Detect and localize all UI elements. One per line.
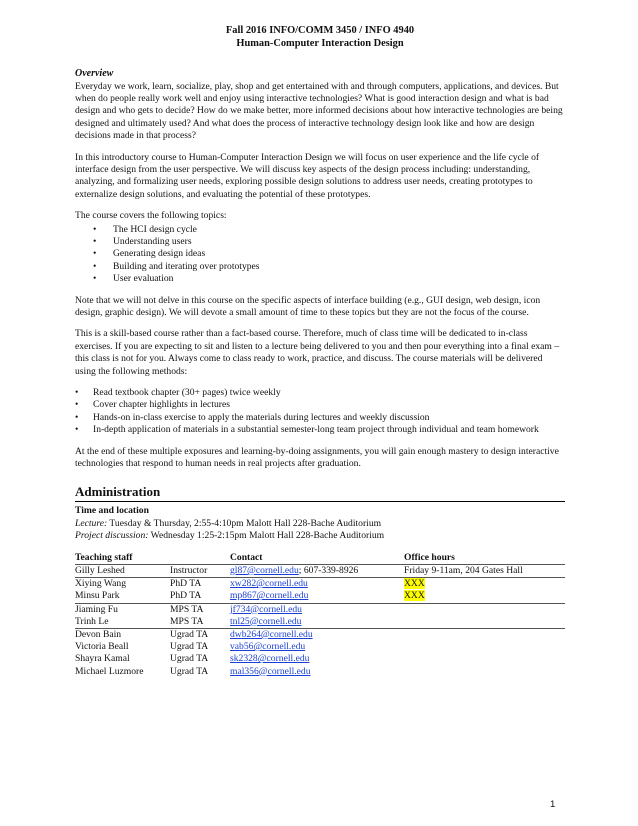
staff-name: Victoria Beall (75, 641, 129, 653)
staff-role: PhD TA (170, 590, 230, 603)
staff-hours (404, 653, 565, 665)
email-link[interactable]: jf734@cornell.edu (230, 603, 302, 615)
course-name-title: Human-Computer Interaction Design (236, 38, 404, 49)
document-page (75, 24, 565, 678)
email-link[interactable]: sk2328@cornell.edu (230, 653, 310, 665)
header-office-hours: Office hours (404, 552, 565, 565)
staff-name: Jiaming Fu (75, 603, 118, 615)
overview-paragraph-1: Everyday we work, learn, socialize, play, shop and get entertained with and through computers, applications, and devices. But when do people really work well and enjoy using interactive technologies? What is good interaction design and what is bad design and who gets to decide? How do we make better, more informed decisions about how interactive technologies are being designed and ultimately used? And what does the process of interactive technology design look like and how are design decisions made in that process? (75, 80, 563, 142)
table-row (75, 628, 565, 641)
staff-role: Ugrad TA (170, 641, 209, 653)
list-item: • In-depth application of materials in a substantial semester-long team project through individual and team homework (75, 424, 565, 436)
staff-contact (230, 666, 404, 678)
staff-hours (404, 590, 565, 603)
email-link[interactable]: xw282@cornell.edu (230, 578, 308, 590)
staff-role: MPS TA (170, 616, 230, 629)
staff-contact (230, 564, 404, 577)
staff-contact (230, 628, 404, 641)
staff-hours (404, 641, 565, 653)
staff-contact (230, 578, 404, 591)
staff-role: PhD TA (170, 578, 202, 590)
page-number: 1 (550, 799, 556, 810)
staff-contact (230, 590, 404, 603)
staff-name: Michael Luzmore (75, 665, 144, 677)
staff-name: Minsu Park (75, 590, 170, 603)
list-item: • Understanding users (75, 236, 565, 248)
document-header (75, 24, 565, 50)
teaching-staff-table (75, 552, 565, 678)
list-item: • Generating design ideas (75, 248, 565, 260)
table-row (75, 564, 565, 577)
table-row (75, 653, 565, 665)
header-teaching-staff: Teaching staff (75, 552, 170, 565)
staff-role: Instructor (170, 564, 230, 577)
table-row (75, 616, 565, 629)
email-link[interactable]: vab56@cornell.edu (230, 641, 306, 653)
administration-heading: Administration (75, 484, 565, 502)
staff-hours: Friday 9-11am, 204 Gates Hall (404, 564, 565, 577)
table-row (75, 578, 565, 591)
table-header-row (75, 552, 565, 565)
staff-name: Trinh Le (75, 616, 170, 629)
overview-heading: Overview (75, 68, 114, 79)
list-item: • The HCI design cycle (75, 224, 565, 236)
staff-phone: ; 607-339-8926 (298, 564, 359, 576)
time-location-heading: Time and location (75, 505, 149, 517)
staff-hours (404, 666, 565, 678)
list-item: • Hands-on in-class exercise to apply the materials during lectures and weekly discussion (75, 412, 565, 424)
staff-contact (230, 653, 404, 665)
staff-contact (230, 641, 404, 653)
course-code-title: Fall 2016 INFO/COMM 3450 / INFO 4940 (225, 25, 415, 36)
staff-hours (404, 616, 565, 629)
staff-name: Devon Bain (75, 628, 122, 640)
staff-name: Shayra Kamal (75, 653, 130, 665)
staff-role: Ugrad TA (170, 628, 209, 640)
topics-intro: The course covers the following topics: (75, 210, 227, 222)
overview-paragraph-2: In this introductory course to Human-Computer Interaction Design we will focus on user experience and the life cycle of interface design from the user perspective. We will discuss key aspects of the design process including: understanding, analyzing, and formalizing user needs, exploring possible design solutions to address user needs, creating prototypes to externalize design solutions, and evaluating the potential of these prototypes. (75, 151, 540, 200)
lecture-line (75, 518, 565, 530)
topics-list (75, 224, 565, 286)
staff-role: Ugrad TA (170, 653, 209, 665)
list-item: • Read textbook chapter (30+ pages) twice weekly (75, 387, 565, 399)
overview-paragraph-5: At the end of these multiple exposures and learning-by-doing assignments, you will gain enough mastery to design interactive technologies that respond to human needs in real projects after graduation. (75, 445, 559, 470)
email-link[interactable]: gl87@cornell.edu (230, 564, 299, 576)
discussion-text: Wednesday 1:25-2:15pm Malott Hall 228-Bache Auditorium (148, 530, 385, 542)
hours-placeholder: XXX (404, 578, 425, 590)
overview-paragraph-3: Note that we will not delve in this course on the specific aspects of interface building (e.g., GUI design, web design, icon design, graphic design). We will devote a small amount of time to these topics but they are not the focus of the course. (75, 294, 541, 318)
staff-name: Gilly Leshed (75, 564, 170, 577)
staff-hours (404, 578, 565, 591)
email-link[interactable]: dwb264@cornell.edu (230, 628, 313, 640)
staff-role: Ugrad TA (170, 665, 209, 677)
header-role (170, 552, 230, 565)
staff-role: MPS TA (170, 603, 204, 615)
staff-contact (230, 616, 404, 629)
lecture-label: Lecture: (75, 517, 108, 529)
email-link[interactable]: mal356@cornell.edu (230, 665, 311, 677)
header-contact: Contact (230, 552, 404, 565)
staff-name: Xiying Wang (75, 578, 127, 590)
staff-contact (230, 603, 404, 616)
email-link[interactable]: tnl25@cornell.edu (230, 615, 302, 627)
list-item: • Building and iterating over prototypes (75, 261, 565, 273)
staff-hours (404, 628, 565, 641)
discussion-line (75, 530, 565, 542)
methods-list (75, 387, 565, 437)
list-item: • User evaluation (75, 273, 565, 285)
table-row (75, 603, 565, 616)
discussion-label: Project discussion: (75, 530, 149, 542)
staff-hours (404, 603, 565, 616)
hours-placeholder: XXX (404, 590, 425, 602)
email-link[interactable]: mp867@cornell.edu (230, 590, 309, 602)
lecture-text: Tuesday & Thursday, 2:55-4:10pm Malott Hall 228-Bache Auditorium (107, 517, 382, 529)
table-row (75, 641, 565, 653)
overview-paragraph-4: This is a skill-based course rather than a fact-based course. Therefore, much of class time will be dedicated to in-class exercises. If you are expecting to sit and listen to a lecture being delivered to you and then pour everything into a final exam – this class is not for you. Always come to class ready to work, practice, and discuss. The course materials will be delivered using the following methods: (75, 328, 560, 377)
list-item: • Cover chapter highlights in lectures (75, 399, 565, 411)
table-row (75, 666, 565, 678)
table-row (75, 590, 565, 603)
